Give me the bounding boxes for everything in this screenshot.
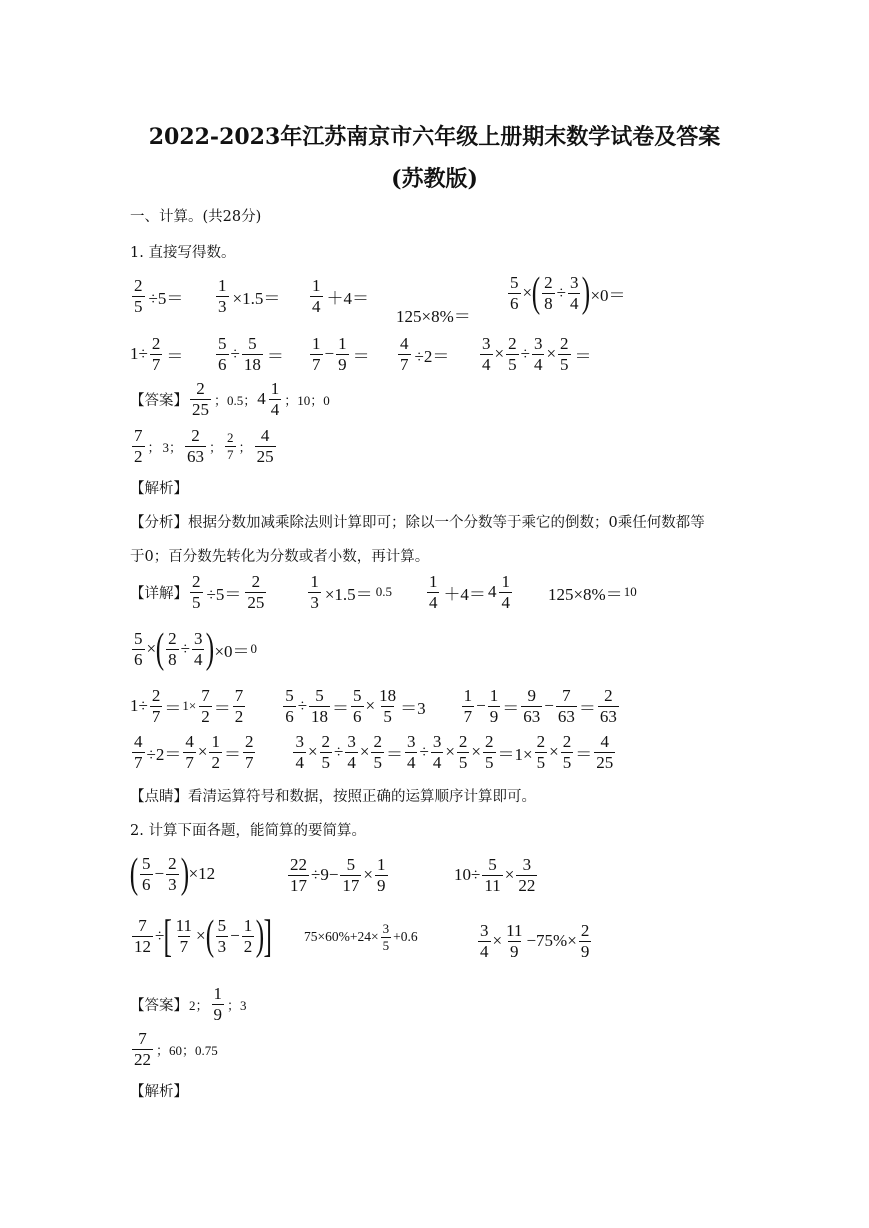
q1-expr-1: $\frac{2}{5}$ ÷5＝ (134, 276, 184, 316)
q2-answer-line-2: 7 22 ；60；0.75 (134, 1029, 218, 1069)
title-line-2: (苏教版) (391, 166, 478, 192)
question-2: 2. 计算下面各题，能简算的要简算。 (130, 823, 366, 839)
jiexi-label-2: 【解析】 (130, 1084, 188, 1100)
detail-row-1: 【详解】 $\frac{2}{5}$ ÷5＝ 2 25 $\frac{1}{3}$ ×1.5＝ 0.5 1 4 ＋4＝ 4 1 4 125×8%＝ 10 (130, 572, 637, 612)
q1-answer-line-1: 【答案】 2 25 ；0.5； 4 1 4 ；10；0 (130, 379, 330, 419)
fenxi-line-2: 于0；百分数先转化为分数或者小数，再计算。 (130, 549, 430, 565)
dianjing-line: 【点睛】看清运算符号和数据，按照正确的运算顺序计算即可。 (130, 789, 536, 805)
answer-sep: ；10；0 (284, 392, 330, 408)
section-heading: 一、计算。(共28分) (130, 209, 262, 225)
q2-answer-line-1: 【答案】 2； 1 9 ；3 (130, 984, 247, 1024)
q2-expr-1: ( 5 6 − $\frac{2}{3}$ ) ×12 (129, 851, 216, 897)
detail-row-3: 1÷ $\frac{2}{7}$ ＝ 1× $\frac{7}{2}$ ＝ 7 2 $\frac{5}{6}$ ÷ $\frac{5}{18}$ ＝ $\frac{5}{6}$ × $\frac{18}{5}$ ＝3 1 7 − $\frac{1}{9}$ ＝ 9 63 − $\frac{7}{63}$ ＝ 2 63 (130, 686, 617, 726)
q1-expr-7: $\frac{5}{6}$ ÷ $\frac{5}{18}$ ＝ (218, 334, 284, 374)
detail-row-4: $\frac{4}{7}$ ÷2＝ $\frac{4}{7}$ × $\frac{1}{2}$ ＝ 2 7 $\frac{3}{4}$ × $\frac{2}{5}$ ÷ $\frac{3}{4}$ × $\frac{2}{5}$ ＝ $\frac{3}{4}$ ÷ $\frac{3}{4}$ × $\frac{2}{5}$ × $\frac{2}{5}$ ＝1× $\frac{2}{5}$ × $\frac{2}{5}$ ＝ 4 25 (134, 732, 614, 772)
q1-expr-5: $\frac{5}{6}$ × ( $\frac{2}{8}$ ÷ $\frac{3}{4}$ ) ×0＝ (510, 270, 626, 316)
jiexi-label: 【解析】 (130, 481, 188, 497)
q1-expr-8: 1 7 − $\frac{1}{9}$ ＝ (312, 334, 370, 374)
title-line-1: 2022-2023年江苏南京市六年级上册期末数学试卷及答案 (148, 124, 721, 150)
q2-expr-2: $\frac{22}{17}$ ÷9− $\frac{5}{17}$ × $\frac{1}{9}$ (290, 855, 386, 895)
question-1: 1. 直接写得数。 (130, 245, 236, 261)
answer-sep: ；0.5； (214, 392, 257, 408)
q1-expr-4: 125×8%＝ (396, 307, 471, 326)
q2-expr-3: 10÷ $\frac{5}{11}$ × $\frac{3}{22}$ (454, 855, 536, 895)
q1-answer-line-2: 7 2 ； 3； 2 63 ； 2 7 ； 4 25 (134, 426, 274, 466)
q1-expr-3: 1 4 ＋4＝ (312, 276, 369, 316)
fenxi-line-1: 【分析】根据分数加减乘除法则计算即可；除以一个分数等于乘它的倒数；0乘任何数都等 (130, 515, 705, 531)
q1-expr-9: $\frac{4}{7}$ ÷2＝ (400, 334, 450, 374)
q2-expr-6: $\frac{3}{4}$ × $\frac{11}{9}$ −75%× $\frac{2}{9}$ (480, 921, 590, 961)
q2-expr-4: $\frac{7}{12}$ ÷ [ $\frac{11}{7}$ × ( 5 3 − $\frac{1}{2}$ ) ] (134, 910, 273, 961)
q1-expr-10: $\frac{3}{4}$ × $\frac{2}{5}$ ÷ $\frac{3}{4}$ × $\frac{2}{5}$ ＝ (482, 334, 592, 374)
q1-expr-2: $\frac{1}{3}$ ×1.5＝ (218, 276, 281, 316)
q1-expr-6: 1÷ $\frac{2}{7}$ ＝ (130, 334, 184, 374)
q2-expr-5: 75×60%+24× $\frac{3}{5}$ +0.6 (304, 921, 418, 953)
detail-row-2: $\frac{5}{6}$ × ( $\frac{2}{8}$ ÷ $\frac{3}{4}$ ) ×0＝ 0 (134, 626, 258, 672)
answer-label: 【答案】 (130, 392, 188, 409)
